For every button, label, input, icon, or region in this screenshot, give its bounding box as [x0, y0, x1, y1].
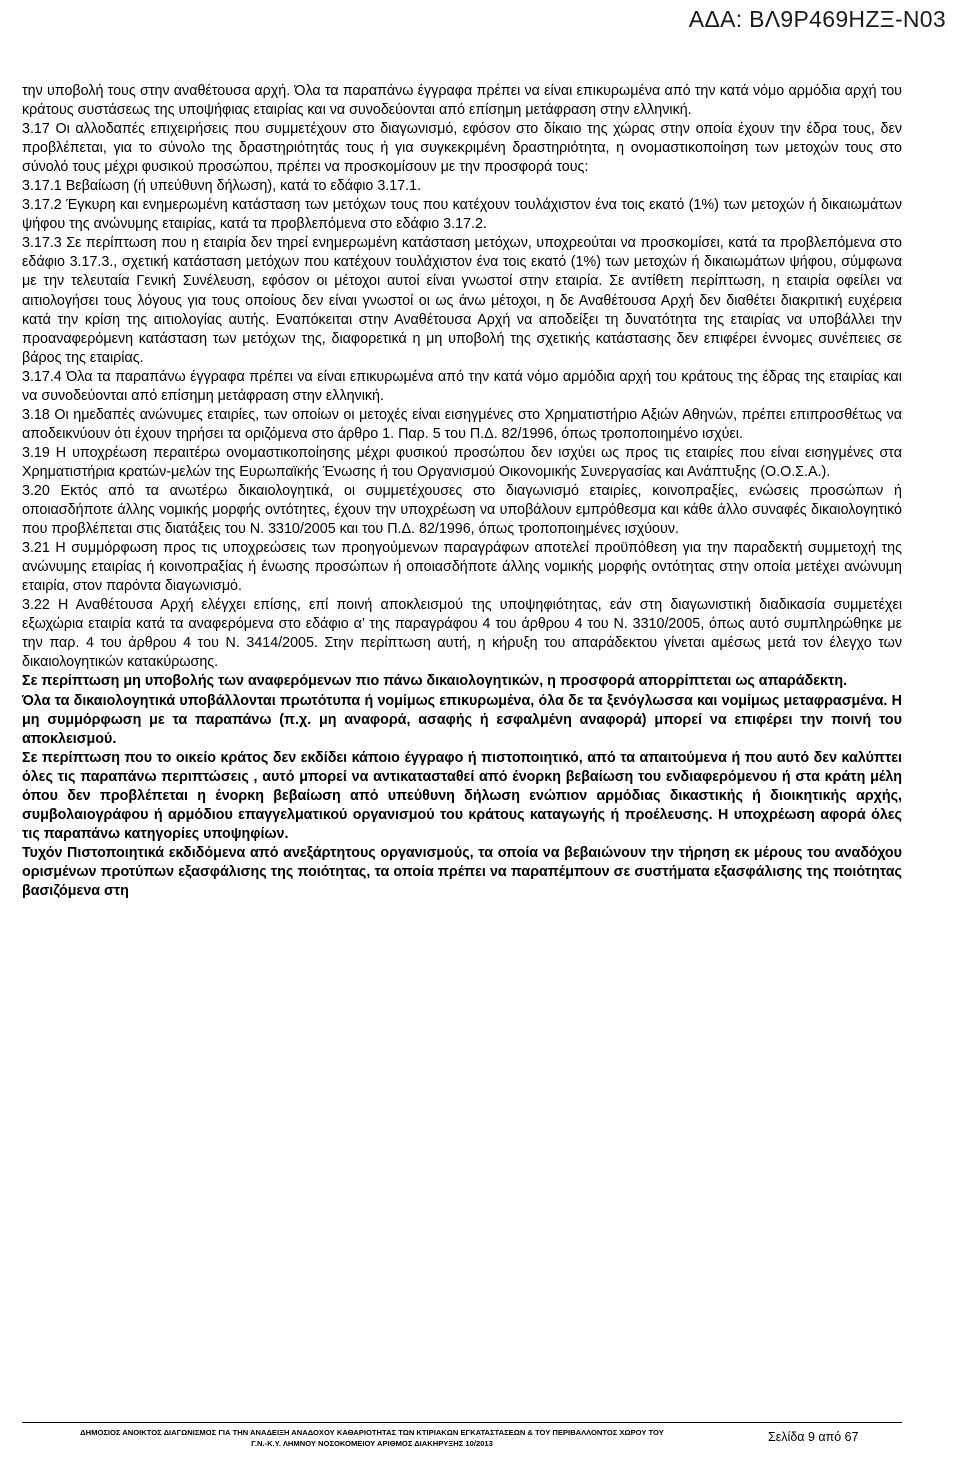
footer-tender-title — [22, 1427, 722, 1449]
bold-paragraph-affidavit: Σε περίπτωση που το οικείο κράτος δεν εκδίδει κάποιο έγγραφο ή πιστοποιητικό, από τα απαιτούμενα ή που αυτό δεν καλύπτει όλες τις παραπάνω περιπτώσεις , αυτό μπορεί να αντικατασταθεί από ένορκη βεβαίωση του ενδιαφερόμενου ή στα κράτη μέλη όπου δεν προβλέπεται η ένορκη βεβαίωση από υπεύθυνη δήλωση ενώπιον αρμόδιας δικαστικής ή διοικητικής αρχής, συμβολαιογράφου ή αρμόδιου επαγγελματικού οργανισμού του κράτους καταγωγής ή προέλευσης. Η υποχρέωση αφορά όλες τις παραπάνω κατηγορίες υποψηφίων. — [22, 749, 902, 842]
bold-paragraph-rejection: Σε περίπτωση μη υποβολής των αναφερόμενων πιο πάνω δικαιολογητικών, η προσφορά απορρίπτεται ως απαράδεκτη. — [22, 673, 848, 690]
paragraph-3-17-3: 3.17.3 Σε περίπτωση που η εταιρία δεν τηρεί ενημερωμένη κατάσταση μετόχων, υποχρεούται να προσκομίσει, κατά τα προβλεπόμενα στο εδάφιο 3.17.3., σχετική κατάσταση μετόχων που κατέχουν τουλάχιστον ένα τοις εκατό (1%) των μετοχών ή δικαιωμάτων ψήφου, σύμφωνα με την τελευταία Γενική Συνέλευση, εφόσον οι μέτοχοι αυτοί είναι γνωστοί στην εταιρία. Σε αντίθετη περίπτωση, η εταιρία οφείλει να αιτιολογήσει τους λόγους για τους οποίους δεν είναι γνωστοί οι ως άνω μέτοχοι, η δε Αναθέτουσα Αρχή δεν διαθέτει διακριτική ευχέρεια κατά την κρίση της αιτιολογίας αυτής. Εναπόκειται στην Αναθέτουσα Αρχή να αποδείξει τη δυνατότητα της εταιρίας να υποβάλλει την προαναφερόμενη κατάσταση των μετόχων της, διαφορετικά η μη υποβολή της σχετικής κατάστασης δεν επιφέρει έννομες συνέπειες σε βάρος της εταιρίας. — [22, 235, 902, 366]
footer-line-1: ΔΗΜΟΣΙΟΣ ΑΝΟΙΚΤΟΣ ΔΙΑΓΩΝΙΣΜΟΣ ΓΙΑ ΤΗΝ ΑΝΑΔΕΙΞΗ ΑΝΑΔΟΧΟΥ ΚΑΘΑΡΙΟΤΗΤΑΣ ΤΩΝ ΚΤΙΡΙΑΚΩΝ ΕΓΚΑΤΑΣΤΑΣΕΩΝ & ΤΟΥ ΠΕΡΙΒΑΛΛΟΝΤΟΣ ΧΩΡΟΥ ΤΟΥ — [80, 1428, 664, 1437]
paragraph-3-21: 3.21 Η συμμόρφωση προς τις υποχρεώσεις των προηγούμενων παραγράφων αποτελεί προϋπόθεση για την παραδεκτή συμμετοχή της ανώνυμης εταιρίας ή κοινοπραξίας ή ένωσης προσώπων ή οποιασδήποτε άλλης νομικής μορφής οντότητας στην οποία μετέχει ανώνυμη εταιρία, στον παρόντα διαγωνισμό. — [22, 540, 902, 595]
bold-paragraph-certificates: Τυχόν Πιστοποιητικά εκδιδόμενα από ανεξάρτητους οργανισμούς, τα οποία να βεβαιώνουν την τήρηση εκ μέρους του αναδόχου ορισμένων προτύπων εξασφάλισης της ποιότητας, τα οποία πρέπει να παραπέμπουν σε συστήματα εξασφάλισης της ποιότητας βασιζόμενα στη — [22, 844, 902, 899]
footer-line-2: Γ.Ν.-Κ.Υ. ΛΗΜΝΟΥ ΝΟΣΟΚΟΜΕΙΟΥ ΑΡΙΘΜΟΣ ΔΙΑΚΗΡΥΞΗΣ 10/2013 — [251, 1439, 493, 1448]
paragraph-3-17: 3.17 Οι αλλοδαπές επιχειρήσεις που συμμετέχουν στο διαγωνισμό, εφόσον στο δίκαιο της χώρας στην οποία έχουν την έδρα τους, δεν προβλέπεται, για το σύνολο της δραστηριότητάς τους ή για συγκεκριμένη δραστηριότητα, η ονομαστικοποίηση των μετοχών τους στο σύνολό τους μέχρι φυσικού προσώπου, πρέπει να προσκομίσουν με την προσφορά τους: — [22, 121, 902, 176]
paragraph-3-20: 3.20 Εκτός από τα ανωτέρω δικαιολογητικά, οι συμμετέχουσες στο διαγωνισμό εταιρίες, κοινοπραξίες, ενώσεις προσώπων ή οποιασδήποτε άλλης νομικής μορφής οντότητες, έχουν την υποχρέωση να υποβάλουν εμπρόθεσμα και κάθε άλλο συναφές δικαιολογητικό που προβλέπεται στις διατάξεις του Ν. 3310/2005 και του Π.Δ. 82/1996, όπως τροποποιημένες ισχύουν. — [22, 482, 902, 538]
ada-code: ΑΔΑ: ΒΛ9Ρ469ΗΖΞ-Ν03 — [688, 6, 946, 32]
paragraph-3-17-2: 3.17.2 Έγκυρη και ενημερωμένη κατάσταση των μετόχων τους που κατέχουν τουλάχιστον ένα τοις εκατό (1%) των μετοχών ή δικαιωμάτων ψήφου της ανώνυμης εταιρίας, κατά τα προβλεπόμενα στο εδάφιο 3.17.2. — [22, 197, 902, 233]
footer-divider — [22, 1422, 902, 1423]
bold-paragraph-originals: Όλα τα δικαιολογητικά υποβάλλονται πρωτότυπα ή νομίμως επικυρωμένα, όλα δε τα ξενόγλωσσα και νομίμως μεταφρασμένα. Η μη συμμόρφωση με τα παραπάνω (π.χ. μη αναφορά, ασαφής ή εσφαλμένη αναφορά) μπορεί να επιφέρει την ποινή του αποκλεισμού. — [22, 692, 902, 747]
paragraph-3-18: 3.18 Οι ημεδαπές ανώνυμες εταιρίες, των οποίων οι μετοχές είναι εισηγμένες στο Χρηματιστήριο Αξιών Αθηνών, πρέπει επιπροσθέτως να αποδεικνύουν ότι έχουν τηρήσει τα οριζόμενα στο άρθρο 1. Παρ. 5 του Π.Δ. 82/1996, όπως τροποποιημένο ισχύει. — [22, 406, 902, 442]
page-number: Σελίδα 9 από 67 — [768, 1430, 859, 1444]
paragraph-3-19: 3.19 Η υποχρέωση περαιτέρω ονομαστικοποίησης μέχρι φυσικού προσώπου δεν ισχύει ως προς τις εταιρίες που είναι εισηγμένες στα Χρηματιστήρια κρατών-μελών της Ευρωπαϊκής Ένωσης ή του Οργανισμού Οικονομικής Συνεργασίας και Ανάπτυξης (Ο.Ο.Σ.Α.). — [22, 444, 902, 480]
paragraph-continuation: την υποβολή τους στην αναθέτουσα αρχή. Όλα τα παραπάνω έγγραφα πρέπει να είναι επικυρωμένα από την κατά νόμο αρμόδια αρχή του κράτους συστάσεως της υποψήφιας εταιρίας και να συνοδεύονται από επίσημη μετάφραση στην ελληνική. — [22, 83, 902, 119]
paragraph-3-17-4: 3.17.4 Όλα τα παραπάνω έγγραφα πρέπει να είναι επικυρωμένα από την κατά νόμο αρμόδια αρχή του κράτους της έδρας της εταιρίας και να συνοδεύονται από επίσημη μετάφραση στην ελληνική. — [22, 368, 902, 404]
paragraph-3-17-1: 3.17.1 Βεβαίωση (ή υπεύθυνη δήλωση), κατά το εδάφιο 3.17.1. — [22, 178, 422, 195]
paragraph-3-22: 3.22 Η Αναθέτουσα Αρχή ελέγχει επίσης, επί ποινή αποκλεισμού της υποψηφιότητας, εάν στη διαγωνιστική διαδικασία συμμετέχει εξωχώρια εταιρία κατά τα αναφερόμενα στο εδάφιο α’ της παραγράφου 4 του άρθρου 4 του Ν. 3310/2005, όπως αυτό συμπληρώθηκε με την παρ. 4 του άρθρου 4 του Ν. 3414/2005. Στην περίπτωση αυτή, η κήρυξη του απαράδεκτου γίνεται αμέσως μετά τον έλεγχο των δικαιολογητικών κατακύρωσης. — [22, 597, 902, 671]
document-body — [22, 82, 902, 901]
